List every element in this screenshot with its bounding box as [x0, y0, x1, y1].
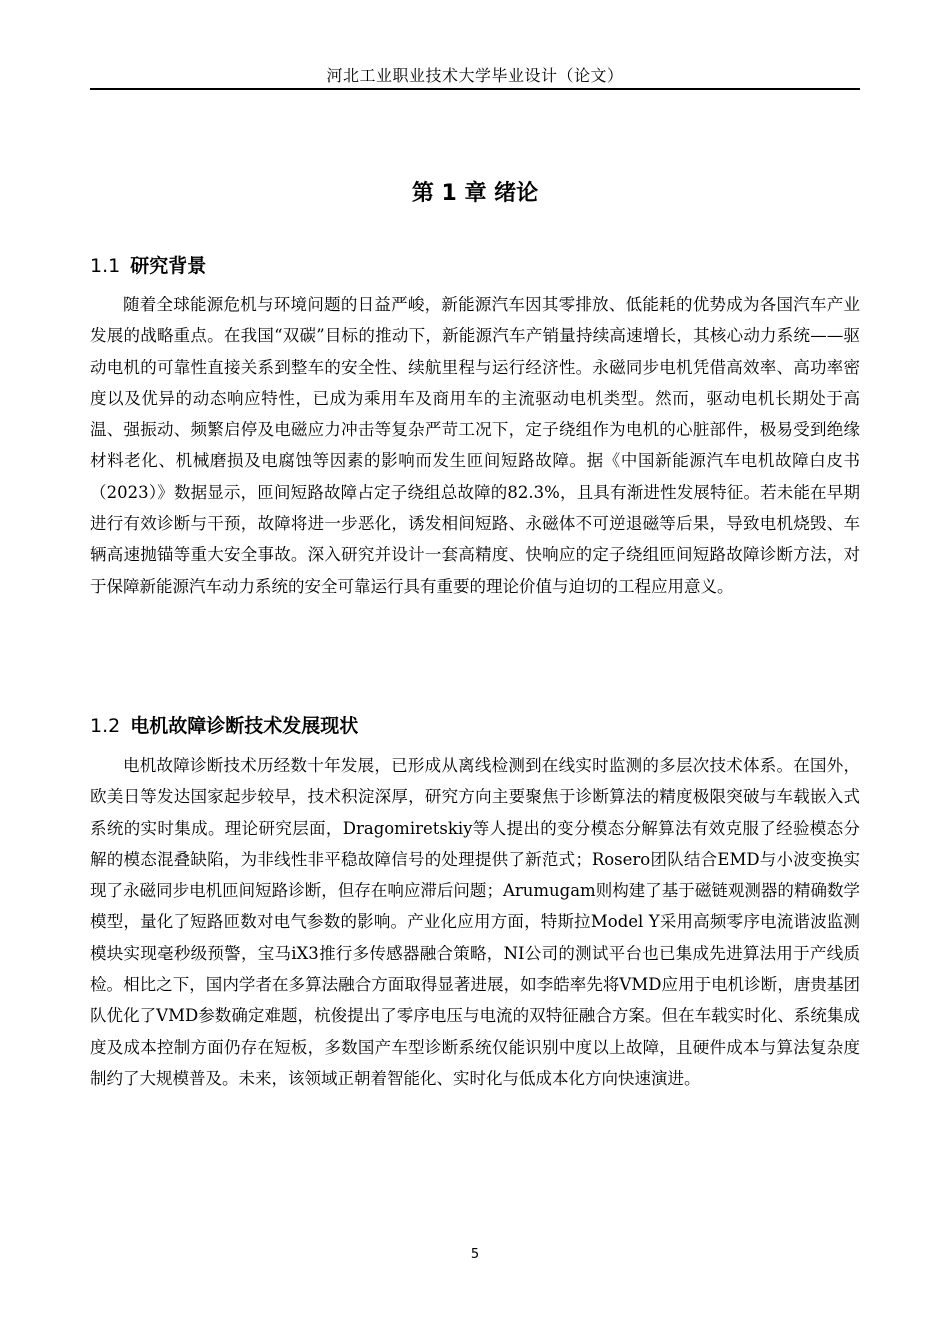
section-research-background [90, 252, 860, 602]
chapter-title: 第 1 章 绪论 [411, 181, 539, 206]
section-heading [90, 712, 860, 740]
section-title: 电机故障诊断技术发展现状 [130, 715, 359, 737]
body-paragraph: 随着全球能源危机与环境问题的日益严峻，新能源汽车因其零排放、低能耗的优势成为各国汽车产业发展的战略重点。在我国“双碳”目标的推动下，新能源汽车产销量持续高速增长，其核心动力系统——驱动电机的可靠性直接关系到整车的安全性、续航里程与运行经济性。永磁同步电机凭借高效率、高功率密度以及优异的动态响应特性，已成为乘用车及商用车的主流驱动电机类型。然而，驱动电机长期处于高温、强振动、频繁启停及电磁应力冲击等复杂严苛工况下，定子绕组作为电机的心脏部件，极易受到绝缘材料老化、机械磨损及电腐蚀等因素的影响而发生匝间短路故障。据《中国新能源汽车电机故障白皮书（2023）》数据显示，匝间短路故障占定子绕组总故障的82.3%，且具有渐进性发展特征。若未能在早期进行有效诊断与干预，故障将进一步恶化，诱发相间短路、永磁体不可逆退磁等后果，导致电机烧毁、车辆高速抛锚等重大安全事故。深入研究并设计一套高精度、快响应的定子绕组匝间短路故障诊断方法，对于保障新能源汽车动力系统的安全可靠运行具有重要的理论价值与迫切的工程应用意义。 [90, 295, 860, 596]
section-number: 1.2 [90, 715, 121, 737]
section-title: 研究背景 [130, 255, 207, 277]
section-heading [90, 252, 860, 280]
page-header: 河北工业职业技术大学毕业设计（论文） [326, 66, 624, 85]
section-diagnosis-status [90, 712, 860, 1094]
body-paragraph: 电机故障诊断技术历经数十年发展，已形成从离线检测到在线实时监测的多层次技术体系。在国外，欧美日等发达国家起步较早，技术积淀深厚，研究方向主要聚焦于诊断算法的精度极限突破与车载嵌入式系统的实时集成。理论研究层面，Dragomiretskiy等人提出的变分模态分解算法有效克服了经验模态分解的模态混叠缺陷，为非线性非平稳故障信号的处理提供了新范式；Rosero团队结合EMD与小波变换实现了永磁同步电机匝间短路诊断，但存在响应滞后问题；Arumugam则构建了基于磁链观测器的精确数学模型，量化了短路匝数对电气参数的影响。产业化应用方面，特斯拉Model Y采用高频零序电流谐波监测模块实现毫秒级预警，宝马iX3推行多传感器融合策略，NI公司的测试平台也已集成先进算法用于产线质检。相比之下，国内学者在多算法融合方面取得显著进展，如李皓率先将VMD应用于电机诊断，唐贵基团队优化了VMD参数确定难题，杭俊提出了零序电压与电流的双特征融合方案。但在车载实时化、系统集成度及成本控制方面仍存在短板，多数国产车型诊断系统仅能识别中度以上故障，且硬件成本与算法复杂度制约了大规模普及。未来，该领域正朝着智能化、实时化与低成本化方向快速演进。 [90, 756, 860, 1088]
section-number: 1.1 [90, 255, 121, 277]
page-number: 5 [470, 1247, 480, 1262]
header-rule [90, 88, 860, 90]
